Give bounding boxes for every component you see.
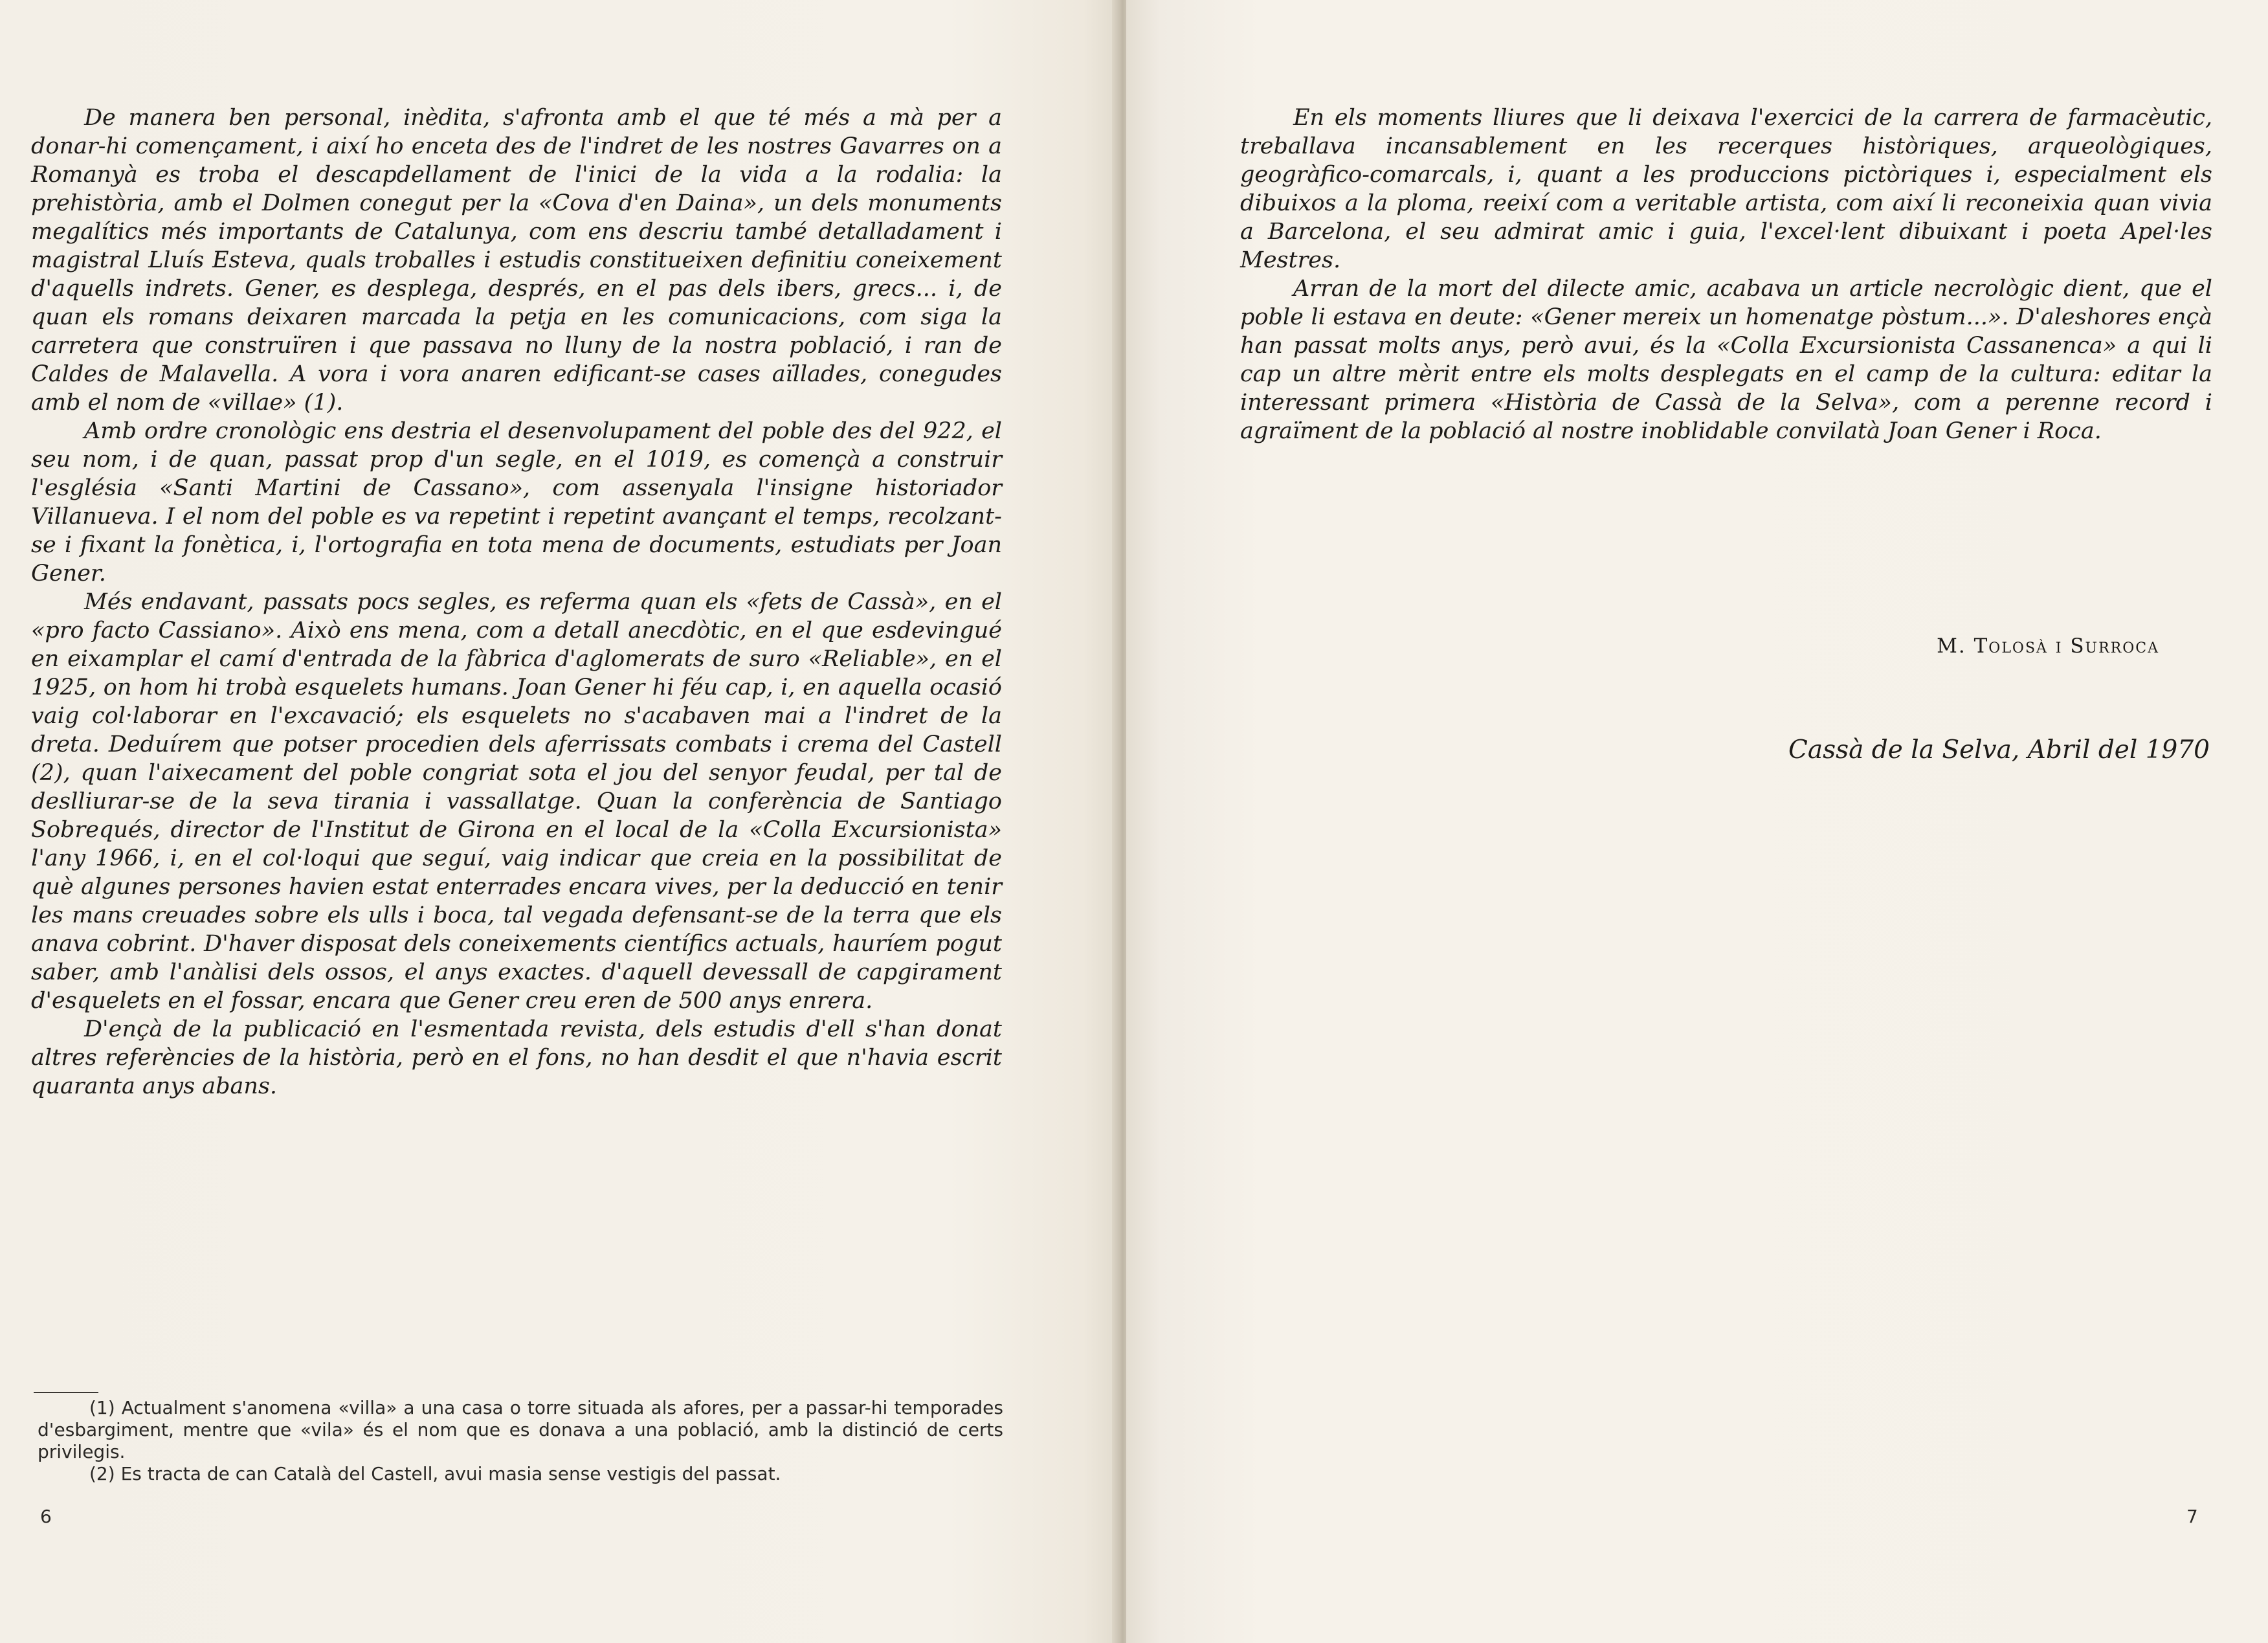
place-date: Cassà de la Selva, Abril del 1970 (1788, 735, 2210, 765)
paragraph: Més endavant, passats pocs segles, es referma quan els «fets de Cassà», en el «pro facto Cassiano». Això ens mena, com a detall anecdòtic, en el que esdevingué en eixamplar el camí d'entrada de la fàbrica d'aglomerats de suro «Reliable», en el 1925, on hom hi trobà esquelets humans. Joan Gener hi féu cap, i, en aquella ocasió vaig col·laborar en l'excavació; els esquelets no s'acabaven mai a l'indret de la dreta. Deduírem que potser procedien dels aferrissats combats i crema del Castell (2), quan l'aixecament del poble congriat sota el jou del senyor feudal, per tal de deslliurar-se de la seva tirania i vassallatge. Quan la conferència de Santiago Sobrequés, director de l'Institut de Girona en el local de la «Colla Excursionista» l'any 1966, i, en el col·loqui que seguí, vaig indicar que creia en la possibilitat de què algunes persones havien estat enterrades encara vives, per la deducció en tenir les mans creuades sobre els ulls i boca, tal vegada defensant-se de la terra que els anava cobrint. D'haver disposat dels coneixements científics actuals, hauríem pogut saber, amb l'anàlisi dels ossos, el anys exactes. d'aquell devessall de capgirament d'esquelets en el fossar, encara que Gener creu eren de 500 anys enrera. (31, 589, 1002, 1014)
paragraph: En els moments lliures que li deixava l'exercici de la carrera de farmacèutic, treballava incansablement en les recerques històriques, arqueològiques, geogràfico-comarcals, i, quant a les produccions pictòriques i, especialment els dibuixos a la ploma, reeixí com a veritable artista, com així li reconeixia quan vivia a Barcelona, el seu admirat amic i guia, l'excel·lent dibuixant i poeta Apel·les Mestres. (1240, 105, 2212, 273)
author-signature: M. Tolosà i Surroca (1937, 634, 2159, 658)
page-number: 6 (40, 1506, 52, 1527)
paragraph: De manera ben personal, inèdita, s'afronta amb el que té més a mà per a donar-hi començament, i així ho enceta des de l'indret de les nostres Gavarres on a Romanyà es troba el descapdellament de l'inici de la vida a la rodalia: la prehistòria, amb el Dolmen conegut per la «Cova d'en Daina», un dels monuments megalítics més importants de Catalunya, com ens descriu també detalladament i magistral Lluís Esteva, quals troballes i estudis constitueixen definitiu coneixement d'aquells indrets. Gener, es desplega, després, en el pas dels ibers, grecs... i, de quan els romans deixaren marcada la petja en les comunicacions, com siga la carretera que construïren i que passava no lluny de la nostra població, i ran de Caldes de Malavella. A vora i vora anaren edificant-se cases aïllades, conegudes amb el nom de «villae» (1). (31, 105, 1002, 416)
footnotes (38, 1397, 1003, 1485)
left-page-body (31, 104, 1002, 1101)
paragraph: Arran de la mort del dilecte amic, acabava un article necrològic dient, que el poble li estava en deute: «Gener mereix un homenatge pòstum...». D'aleshores ençà han passat molts anys, però avui, és la «Colla Excursionista Cassanenca» a qui li cap un altre mèrit entre els molts desplegats en el camp de la cultura: editar la interessant primera «Història de Cassà de la Selva», com a perenne record i agraïment de la població al nostre inoblidable convilatà Joan Gener i Roca. (1240, 276, 2212, 444)
paragraph: D'ençà de la publicació en l'esmentada revista, dels estudis d'ell s'han donat altres referències de la història, però en el fons, no han desdit el que n'havia escrit quaranta anys abans. (31, 1016, 1002, 1099)
footnote-divider (34, 1392, 98, 1393)
footnote: (1) Actualment s'anomena «villa» a una casa o torre situada als afores, per a passar-hi temporades d'esbargiment, mentre que «vila» és el nom que es donava a una població, amb la distinció de certs privilegis. (38, 1397, 1003, 1462)
page-number: 7 (2186, 1506, 2198, 1527)
left-page (0, 0, 1117, 1643)
footnote: (2) Es tracta de can Català del Castell, avui masia sense vestigis del passat. (89, 1463, 781, 1484)
right-page-body (1240, 104, 2212, 445)
paragraph: Amb ordre cronològic ens destria el desenvolupament del poble des del 922, el seu nom, i de quan, passat prop d'un segle, en el 1019, es començà a construir l'església «Santi Martini de Cassano», com assenyala l'insigne historiador Villanueva. I el nom del poble es va repetint i repetint avançant el temps, recolzant-se i fixant la fonètica, i, l'ortografia en tota mena de documents, estudiats per Joan Gener. (31, 418, 1002, 587)
